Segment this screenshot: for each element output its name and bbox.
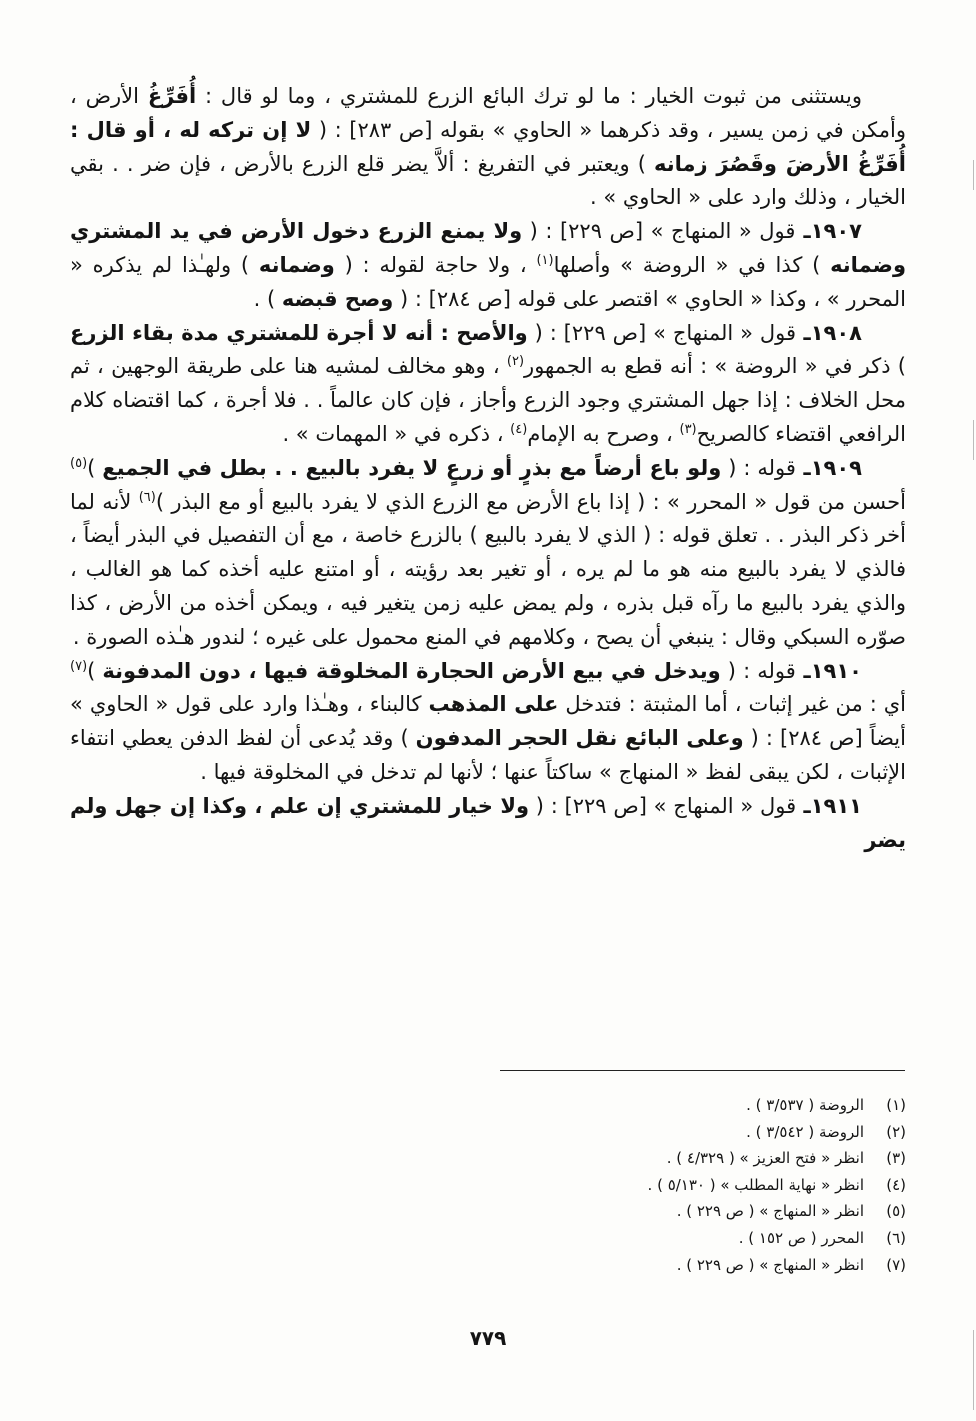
text-run: قول « المنهاج » [ص ٢٢٩] : ( — [529, 793, 797, 818]
text-run: ويستثنى من ثبوت الخيار : ما لو ترك البائع الزرع للمشتري ، وما لو قال : — [196, 84, 862, 108]
footnote-ref: (٢) — [506, 354, 525, 370]
paragraph — [70, 317, 906, 452]
paragraph — [70, 215, 906, 316]
bold-text: ١٩٠٧ـ — [795, 219, 862, 244]
footnote-mark: (١) — [886, 1096, 906, 1114]
text-run: لأنه لما أخر ذكر البذر . . تعلق قوله : ( الذي لا يفرد بالبيع ) بالزرع خاصة ، مع أن التفصيل في البذر أيضاً ، فالذي لا يفرد بالبيع منه هو ما لم يره ، أو تغير بعد رؤيته ، أو امتنع عليه أخذه كما هو الغالب ، والذي يفرد بالبيع ما رآه قبل بذره ، ولم يمض عليه زمن يتغير فيه ، ويمكن أخذه من الأرض ، كذا صوّره السبكي وقال : ينبغي أن يصح ، وكلامهم في المنع محمول على غيره ؛ لندور هـٰذه الصورة . — [70, 489, 906, 649]
bold-text: ولا خيار للمشتري إن علم ، وكذا إن جهل ولم يضر — [70, 793, 906, 852]
text-run: أحسن من قول « المحرر » : ( إذا باع الأرض مع الزرع الذي لا يفرد بالبيع أو مع البذر ) — [155, 489, 906, 514]
footnote-item — [426, 1119, 906, 1146]
bold-text: ولا يمنع الزرع دخول الأرض في يد المشتري وضمانه — [70, 219, 906, 277]
bold-text: أُفَرِّغُ — [147, 84, 197, 108]
bold-text: لا إن تركه له ، أو قال : أُفَرِّغُ الأرضَ وقَصُرَ زمانه — [70, 117, 906, 176]
bold-text: ١٩١١ـ — [796, 793, 862, 818]
footnote-item — [426, 1092, 906, 1119]
footnote-text: انظر « نهاية المطلب » ( ٥/١٣٠ ) . — [647, 1175, 864, 1194]
bold-text: ١٩٠٩ـ — [795, 455, 862, 480]
text-run: ) — [87, 658, 103, 683]
paragraph — [70, 655, 906, 790]
text-run: ، وصرح به الإمام — [527, 421, 680, 446]
footnote-item — [426, 1172, 906, 1199]
bold-text: ويدخل في بيع الأرض الحجارة المخلوقة فيها ، دون المدفونة — [102, 658, 721, 683]
footnote-ref: (١) — [536, 252, 554, 268]
bold-text: على المذهب — [428, 692, 559, 717]
text-run: ) كذا في « الروضة » وأصلها — [553, 252, 831, 277]
footnote-mark: (٢) — [886, 1122, 906, 1141]
main-text — [70, 80, 906, 857]
text-run: ) ذكر في « الروضة » : أنه قطع به الجمهور — [524, 354, 906, 379]
text-run: ، وهو مخالف لمشيه هنا على طريقة الوجهين ، ثم محل الخلاف : إذا جهل المشتري وجود الزرع وأجاز ، فإن كان عالماً . . فلا أجرة ، كما اقتضاه كلام الرافعي اقتضاء كالصريح — [70, 354, 906, 446]
scan-edge-mark — [973, 1330, 974, 1410]
bold-text: ولو باع أرضاً مع بذرٍ أو زرعٍ لا يفرد بالبيع . . بطل في الجميع — [102, 455, 722, 480]
bold-text: وعلى البائع نقل الحجر المدفون — [415, 726, 744, 751]
text-run: ) ولهـٰذا لم يذكره « المحرر » ، وكذا « الحاوي » اقتصر على قوله [ص ٢٨٤] : ( — [70, 252, 906, 311]
bold-text: والأصح : أنه لا أجرة للمشتري مدة بقاء الزرع — [70, 320, 528, 345]
footnote-text: انظر « المنهاج » ( ص ٢٢٩ ) . — [676, 1202, 864, 1221]
footnote-text: انظر « المنهاج » ( ص ٢٢٩ ) . — [676, 1255, 864, 1274]
scan-edge-mark — [973, 160, 974, 190]
text-run: ) ويعتبر في التفريغ : ألاَّ يضر قلع الزرع بالأرض ، فإن ضر . . بقي الخيار ، وذلك وارد على « الحاوي » . — [70, 151, 906, 210]
footnote-item — [426, 1145, 906, 1172]
text-run: ) وقد يُدعى أن لفظ الدفن يعطي انتفاء الإثبات ، لكن يبقى لفظ « المنهاج » ساكتاً عنها ؛ لأنها لم تدخل في المخلوقة فيها . — [70, 726, 906, 784]
bold-text: وصح قبضه — [281, 286, 394, 311]
text-run: ، ولا حاجة لقوله : ( — [334, 252, 537, 277]
text-run: قوله : ( — [720, 658, 796, 683]
page-body — [70, 80, 906, 857]
scan-edge-mark — [973, 420, 974, 460]
paragraph — [70, 452, 906, 655]
footnote-mark: (٦) — [886, 1228, 906, 1247]
text-run: ، ذكره في « المهمات » . — [282, 421, 511, 446]
bold-text: ١٩٠٨ـ — [795, 320, 862, 345]
footnote-item — [426, 1198, 906, 1225]
footnote-text: الروضة ( ٣/٥٤٢ ) . — [746, 1122, 864, 1141]
footnote-divider — [500, 1070, 905, 1071]
footnote-item — [426, 1225, 906, 1252]
footnote-ref: (٤) — [510, 421, 528, 437]
text-run: قول « المنهاج » [ص ٢٢٩] : ( — [527, 320, 796, 345]
text-run: ) — [87, 455, 103, 480]
footnote-mark: (٧) — [886, 1255, 906, 1274]
footnote-item — [426, 1252, 906, 1279]
footnote-ref: (٦) — [138, 489, 156, 505]
footnote-ref: (٥) — [70, 455, 88, 471]
text-run: الأرض ، وأمكن في زمن يسير ، وقد ذكرهما « الحاوي » بقوله [ص ٢٨٣] : ( — [70, 84, 906, 142]
paragraph — [70, 790, 906, 858]
footnotes — [426, 1092, 906, 1278]
paragraph — [70, 80, 906, 215]
footnote-mark: (٥) — [886, 1202, 906, 1221]
text-run: أي : من غير إثبات ، أما المثبتة : فتدخل — [558, 692, 907, 717]
footnote-text: المحرر ( ص ١٥٢ ) . — [738, 1228, 864, 1247]
page-number: ٧٧٩ — [469, 1326, 507, 1350]
text-run: ) . — [253, 286, 282, 311]
footnote-text: انظر « فتح العزيز » ( ٤/٣٢٩ ) . — [666, 1149, 864, 1168]
text-run: قوله : ( — [721, 455, 796, 480]
text-run: كالبناء ، وهـٰذا وارد على قول « الحاوي » أيضاً [ص ٢٨٤] : ( — [70, 692, 906, 751]
footnote-ref: (٧) — [70, 658, 88, 674]
footnote-ref: (٣) — [679, 421, 697, 437]
text-run: قول « المنهاج » [ص ٢٢٩] : ( — [522, 219, 796, 244]
bold-text: وضمانه — [258, 252, 335, 277]
footnote-text: الروضة ( ٣/٥٣٧ ) . — [746, 1096, 864, 1114]
bold-text: ١٩١٠ـ — [795, 658, 862, 683]
footnote-mark: (٣) — [886, 1149, 906, 1168]
footnote-mark: (٤) — [886, 1175, 906, 1194]
